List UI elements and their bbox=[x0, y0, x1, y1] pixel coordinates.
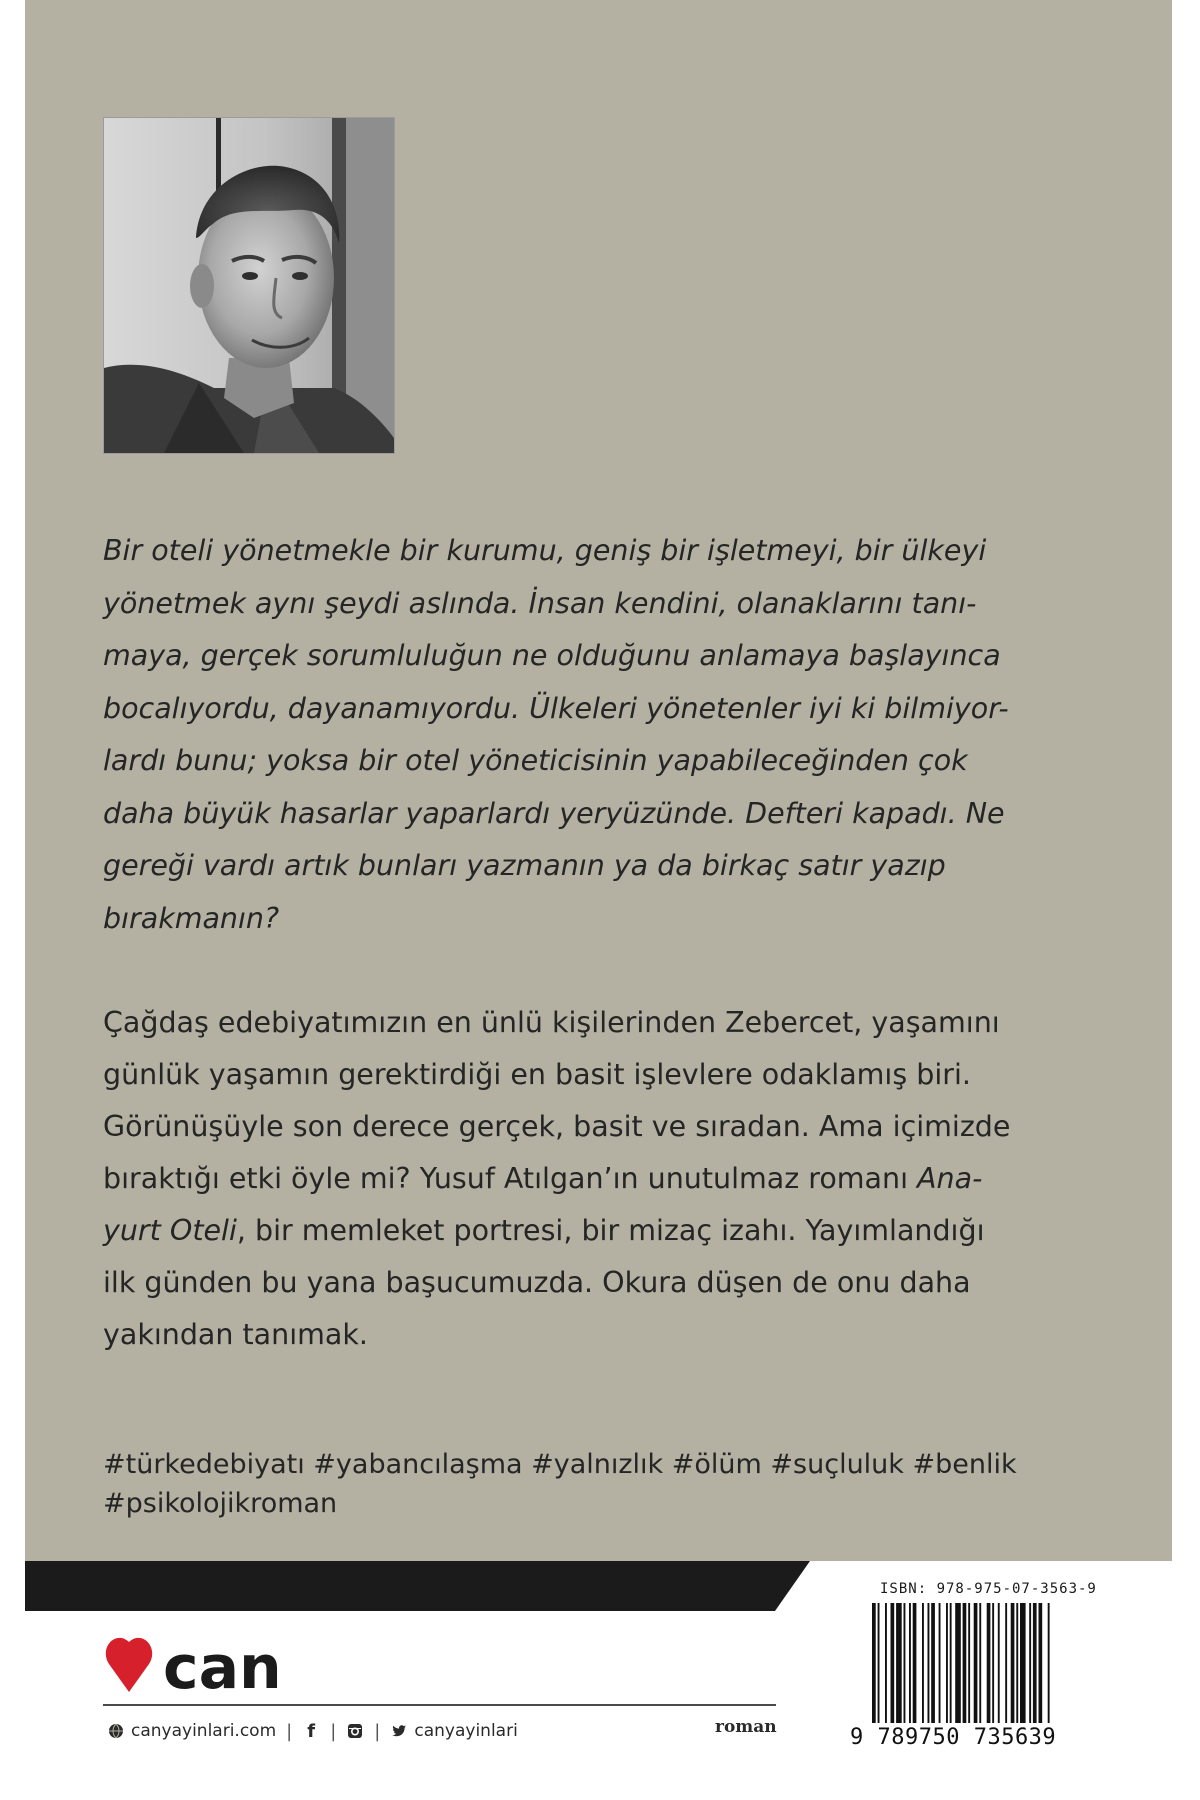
heart-icon bbox=[106, 1638, 152, 1692]
quote-line: bocalıyordu, dayanamıyordu. Ülkeleri yönetenler iyi ki bilmiyor- bbox=[103, 691, 1009, 725]
barcode-bar bbox=[963, 1603, 967, 1723]
barcode-block bbox=[850, 1575, 1115, 1765]
quote-line: lardı bunu; yoksa bir otel yöneticisinin yapabileceğinden çok bbox=[103, 744, 968, 777]
logo-wordmark: can bbox=[163, 1633, 282, 1700]
quote-line: yönetmek aynı şeydi aslında. İnsan kendini, olanaklarını tanı- bbox=[103, 586, 977, 620]
barcode-bar bbox=[939, 1603, 941, 1723]
description-line: Görünüşüyle son derece gerçek, basit ve sıradan. Ama içimizde bbox=[103, 1110, 1011, 1143]
quote-line: Bir oteli yönetmekle bir kurumu, geniş bir işletmeyi, bir ülkeyi bbox=[103, 534, 987, 567]
barcode-bar bbox=[909, 1603, 911, 1723]
barcode-bar bbox=[922, 1603, 924, 1723]
separator: | bbox=[286, 1720, 293, 1742]
barcode-bar bbox=[1029, 1603, 1031, 1723]
ean-digits: 9 789750 735639 bbox=[850, 1725, 1057, 1750]
genre-label: roman bbox=[715, 1717, 777, 1737]
barcode-bar bbox=[913, 1603, 917, 1723]
hashtag-list bbox=[103, 1445, 1078, 1523]
barcode-bar bbox=[931, 1603, 935, 1723]
book-title-fragment: Ana- bbox=[917, 1162, 983, 1195]
footer-divider bbox=[103, 1704, 776, 1706]
excerpt-quote bbox=[103, 525, 1078, 945]
barcode-bar bbox=[1011, 1603, 1015, 1723]
instagram-icon[interactable] bbox=[346, 1722, 364, 1740]
barcode-bar bbox=[891, 1603, 895, 1723]
description-line: yakından tanımak. bbox=[103, 1318, 368, 1351]
quote-line: bırakmanın? bbox=[103, 901, 280, 935]
description-line bbox=[103, 1153, 1078, 1205]
description-line bbox=[103, 1205, 1078, 1257]
facebook-icon[interactable]: f bbox=[307, 1720, 316, 1742]
isbn-label: ISBN: 978-975-07-3563-9 bbox=[880, 1581, 1097, 1597]
separator: | bbox=[330, 1720, 337, 1742]
website-link[interactable]: canyayinlari.com bbox=[131, 1721, 277, 1741]
publisher-footer bbox=[107, 1718, 518, 1744]
author-portrait-icon bbox=[104, 118, 394, 453]
description-text: bıraktığı etki öyle mi? Yusuf Atılgan’ın unutulmaz romanı bbox=[103, 1162, 918, 1195]
barcode-bar bbox=[1039, 1603, 1043, 1723]
hashtag-line: #türkedebiyatı #yabancılaşma #yalnızlık #ölüm #suçluluk #benlik bbox=[103, 1449, 1017, 1480]
twitter-icon[interactable] bbox=[390, 1722, 408, 1740]
barcode-bar bbox=[878, 1603, 880, 1723]
separator: | bbox=[374, 1720, 381, 1742]
barcode-bar bbox=[904, 1603, 906, 1723]
barcode-bar bbox=[998, 1603, 1000, 1723]
book-back-cover bbox=[25, 0, 1172, 1800]
quote-line: gereği vardı artık bunları yazmanın ya da birkaç satır yazıp bbox=[103, 849, 946, 882]
barcode-bar bbox=[968, 1603, 970, 1723]
barcode-bar bbox=[955, 1603, 961, 1723]
description-line: günlük yaşamın gerektirdiği en basit işlevlere odaklamış biri. bbox=[103, 1058, 971, 1091]
barcode-bar bbox=[946, 1603, 948, 1723]
barcode-bar bbox=[1033, 1603, 1037, 1723]
hashtag-line: #psikolojikroman bbox=[103, 1488, 338, 1519]
book-title-fragment: yurt Oteli bbox=[103, 1214, 237, 1247]
publisher-logo bbox=[105, 1630, 345, 1700]
barcode-bar bbox=[987, 1603, 991, 1723]
barcode-bar bbox=[1048, 1603, 1050, 1723]
description-line: Çağdaş edebiyatımızın en ünlü kişilerinden Zebercet, yaşamını bbox=[103, 1006, 1000, 1039]
barcode-bar bbox=[1005, 1603, 1007, 1723]
barcode-bar bbox=[1016, 1603, 1018, 1723]
barcode-bar bbox=[979, 1603, 981, 1723]
barcode-bar bbox=[885, 1603, 887, 1723]
cover-panel bbox=[25, 0, 1172, 1561]
book-description bbox=[103, 997, 1078, 1361]
social-handle[interactable]: canyayinlari bbox=[414, 1721, 518, 1741]
barcode-bar bbox=[992, 1603, 994, 1723]
barcode-bar bbox=[974, 1603, 978, 1723]
barcode-bar bbox=[896, 1603, 902, 1723]
description-text: , bir memleket portresi, bir mizaç izahı. Yayımlandığı bbox=[236, 1214, 985, 1247]
quote-line: maya, gerçek sorumluluğun ne olduğunu anlamaya başlayınca bbox=[103, 639, 1001, 672]
barcode-bar bbox=[1020, 1603, 1026, 1723]
author-photo bbox=[103, 117, 395, 454]
barcode-icon bbox=[850, 1603, 1115, 1743]
quote-line: daha büyük hasarlar yaparlardı yeryüzünde. Defteri kapadı. Ne bbox=[103, 796, 1005, 830]
globe-icon bbox=[107, 1722, 125, 1740]
description-line: ilk günden bu yana başucumuzda. Okura düşen de onu daha bbox=[103, 1266, 971, 1299]
barcode-bar bbox=[872, 1603, 876, 1723]
barcode-bar bbox=[950, 1603, 952, 1723]
barcode-bar bbox=[928, 1603, 930, 1723]
